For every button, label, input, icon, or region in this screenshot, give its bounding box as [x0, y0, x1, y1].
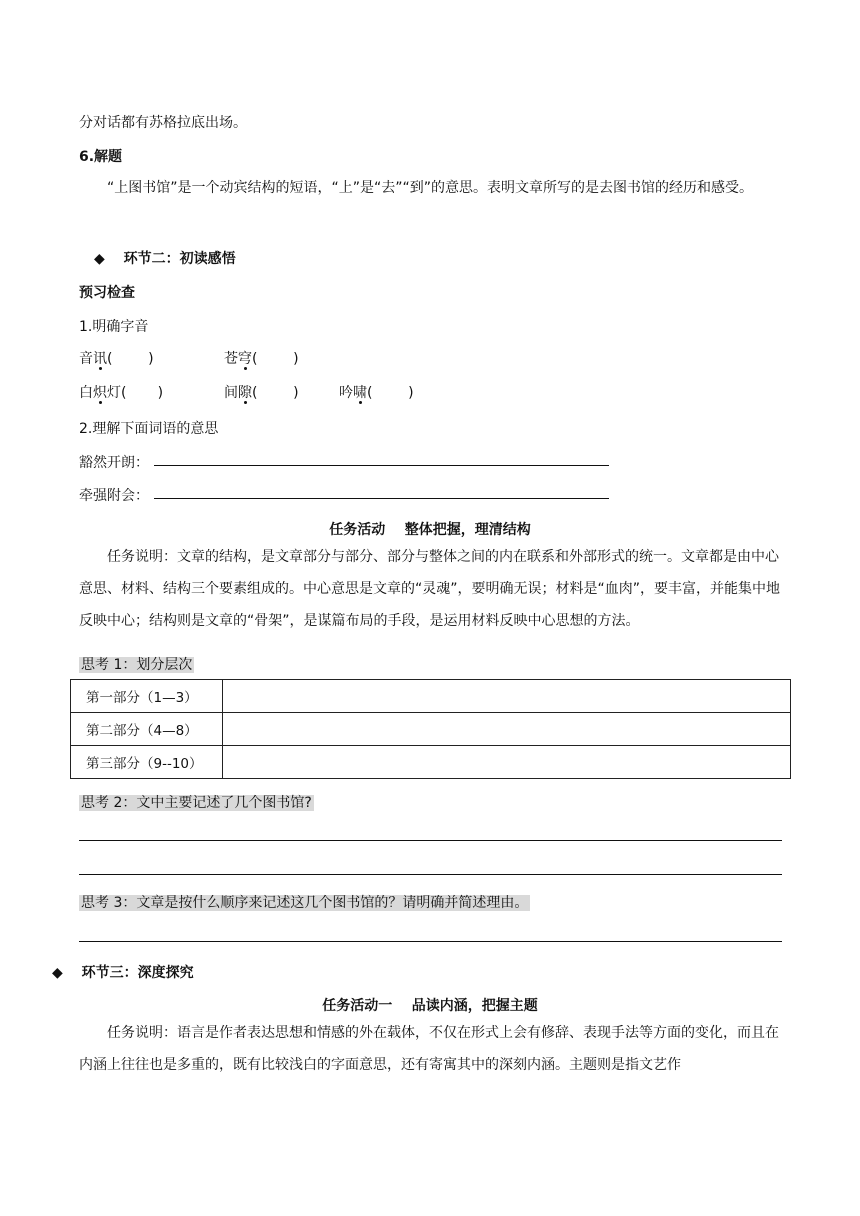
pinyin-question: 1.明确字音 [79, 319, 149, 335]
pinyin-item: 间隙( ) [224, 385, 299, 401]
table-row [71, 680, 791, 713]
word-label: 牵强附会： [79, 488, 149, 504]
word-label: 豁然开朗： [79, 455, 149, 471]
table-row [71, 746, 791, 779]
dotted-char: 讯 [93, 351, 107, 367]
dotted-char: 隙 [238, 385, 252, 401]
think2-label: 思考 2：文中主要记述了几个图书馆? [81, 795, 312, 811]
table-cell-part: 第一部分（1—3） [71, 680, 223, 713]
answer-blank: ( ) [252, 385, 299, 401]
think1-label: 思考 1：划分层次 [81, 657, 193, 673]
answer-blank: ( ) [252, 351, 299, 367]
solution-paragraph: “上图书馆”是一个动宾结构的短语，“上”是“去”“到”的意思。表明文章所写的是去图书馆的经历和感受。 [107, 180, 754, 196]
answer-blank: ( ) [107, 351, 154, 367]
section2-title: 环节二：初读感悟 [123, 251, 236, 267]
pinyin-item: 苍穹( ) [224, 351, 299, 367]
diamond-bullet-icon: ◆ [94, 251, 105, 267]
table-row [71, 713, 791, 746]
layer-division-table [70, 679, 791, 779]
dotted-char: 穹 [238, 351, 252, 367]
section3-title: 环节三：深度探究 [81, 965, 194, 981]
intro-tail-text: 分对话都有苏格拉底出场。 [79, 115, 247, 131]
table-cell-part: 第二部分（4—8） [71, 713, 223, 746]
answer-line[interactable] [79, 874, 782, 875]
answer-line[interactable] [79, 840, 782, 841]
pinyin-item: 吟啸( ) [339, 385, 414, 401]
table-cell-part: 第三部分（9--10） [71, 746, 223, 779]
word-meaning-question: 2.理解下面词语的意思 [79, 421, 219, 437]
pinyin-item: 音讯( ) [79, 351, 154, 367]
dotted-char: 啸 [353, 385, 367, 401]
answer-line[interactable] [154, 465, 609, 466]
table-cell-answer[interactable] [223, 746, 791, 779]
task-structure-title: 任务活动 整体把握，理清结构 [329, 522, 531, 538]
answer-line[interactable] [79, 941, 782, 942]
think3-label: 思考 3：文章是按什么顺序来记述这几个图书馆的？请明确并简述理由。 [81, 895, 529, 911]
solution-heading: 6.解题 [79, 149, 123, 165]
answer-blank: ( ) [121, 385, 164, 401]
diamond-bullet-icon: ◆ [52, 965, 63, 981]
pinyin-item: 白炽灯( ) [79, 385, 164, 401]
answer-line[interactable] [154, 498, 609, 499]
section3-heading [52, 962, 194, 982]
table-cell-answer[interactable] [223, 713, 791, 746]
preview-check-title: 预习检查 [79, 285, 135, 301]
task-structure-desc: 任务说明：文章的结构，是文章部分与部分、部分与整体之间的内在联系和外部形式的统一。文章都是由中心意思、材料、结构三个要素组成的。中心意思是文章的“灵魂”，要明确无误；材料是“血肉”，要丰富，并能集中地反映中心；结构则是文章的“骨架”，是谋篇布局的手段，是运用材料反映中心思想的方法。 [79, 549, 781, 629]
section2-heading [94, 248, 236, 268]
table-cell-answer[interactable] [223, 680, 791, 713]
answer-blank: ( ) [367, 385, 414, 401]
section3-desc: 任务说明：语言是作者表达思想和情感的外在载体，不仅在形式上会有修辞、表现手法等方面的变化，而且在内涵上往往也是多重的，既有比较浅白的字面意思，还有寄寓其中的深刻内涵。主题则是指文艺作 [79, 1025, 779, 1073]
task-one-title: 任务活动一 品读内涵，把握主题 [322, 998, 538, 1014]
dotted-char: 炽 [93, 385, 107, 401]
